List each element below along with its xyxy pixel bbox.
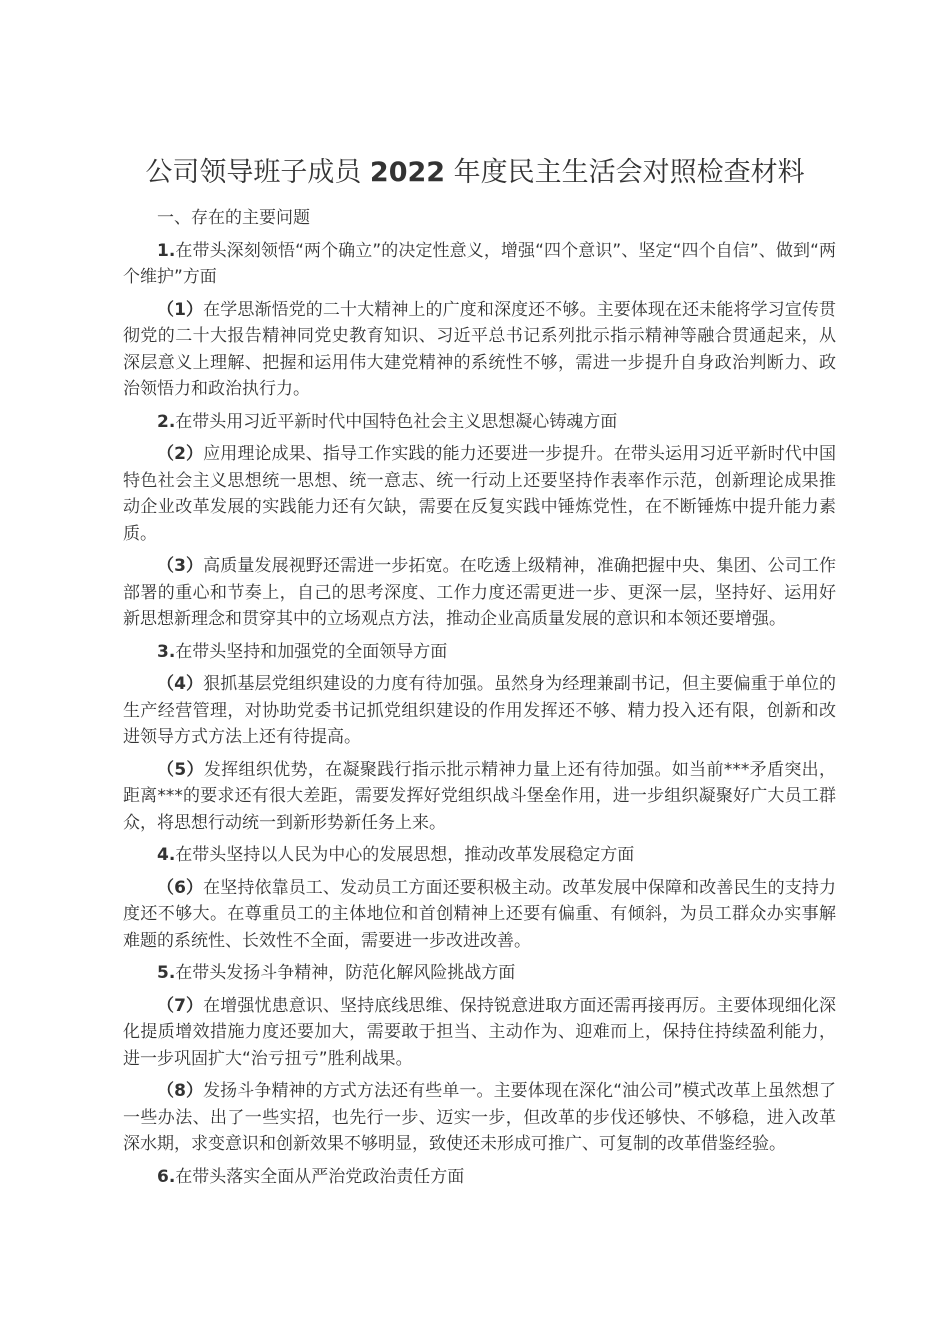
document-title — [0, 150, 950, 196]
paragraph-text: 在学思渐悟党的二十大精神上的广度和深度还不够。主要体现在还未能将学习宣传贯彻党的二十大报告精神同党史教育知识、习近平总书记系列批示指示精神等融合贯通起来，从深层意义上理解、把握和运用伟大建党精神的系统性不够，需进一步提升自身政治判断力、政治领悟力和政治执行力。 — [123, 299, 836, 399]
subsection-number: 1. — [157, 240, 176, 261]
paragraph — [123, 553, 836, 633]
subsection-text: 在带头深刻领悟“两个确立”的决定性意义，增强“四个意识”、坚定“四个自信”、做到“两个维护”方面 — [123, 240, 836, 287]
paragraph-text: 高质量发展视野还需进一步拓宽。在吃透上级精神，准确把握中央、集团、公司工作部署的重心和节奏上，自己的思考深度、工作力度还需更进一步、更深一层，坚持好、运用好新思想新理念和贯穿其中的立场观点方法，推动企业高质量发展的意识和本领还要增强。 — [123, 556, 836, 629]
subsection-number: 6. — [157, 1166, 176, 1187]
subsection-heading — [123, 842, 836, 869]
subsection-number: 4. — [157, 845, 176, 865]
subsection-text: 在带头坚持和加强党的全面领导方面 — [175, 641, 448, 662]
paragraph-number: （7） — [157, 995, 204, 1016]
subsection-heading — [123, 1164, 836, 1191]
paragraph — [123, 875, 836, 955]
paragraph — [123, 671, 836, 751]
title-text-part: 年度民主生活会对照检查材料 — [445, 157, 805, 188]
subsection-heading — [123, 639, 836, 666]
subsection-number: 3. — [157, 641, 176, 662]
paragraph — [123, 993, 836, 1073]
document-body — [123, 205, 836, 1196]
section-heading: 一、存在的主要问题 — [157, 208, 310, 228]
subsection-text: 在带头坚持以人民为中心的发展思想，推动改革发展稳定方面 — [175, 845, 635, 865]
paragraph-text: 应用理论成果、指导工作实践的能力还要进一步提升。在带头运用习近平新时代中国特色社会主义思想统一思想、统一意志、统一行动上还要坚持作表率作示范，创新理论成果推动企业改革发展的实践能力还有欠缺，需要在反复实践中锤炼党性，在不断锤炼中提升能力素质。 — [123, 444, 836, 544]
paragraph-text: 发挥组织优势，在凝聚践行指示批示精神力量上还有待加强。如当前***矛盾突出，距离***的要求还有很大差距，需要发挥好党组织战斗堡垒作用，进一步组织凝聚好广大员工群众，将思想行动统一到新形势新任务上来。 — [123, 759, 836, 833]
paragraph-text: 在坚持依靠员工、发动员工方面还要积极主动。改革发展中保障和改善民生的支持力度还不够大。在尊重员工的主体地位和首创精神上还要有偏重、有倾斜，为员工群众办实事解难题的系统性、长效性不全面，需要进一步改进改善。 — [123, 877, 836, 951]
subsection-number: 5. — [157, 963, 176, 983]
title-text-part: 公司领导班子成员 — [145, 157, 370, 188]
paragraph — [123, 757, 836, 837]
paragraph — [123, 297, 836, 403]
paragraph-text: 在增强忧患意识、坚持底线思维、保持锐意进取方面还需再接再厉。主要体现细化深化提质增效措施力度还要加大，需要敢于担当、主动作为、迎难而上，保持住持续盈利能力，进一步巩固扩大“治亏扭亏”胜利战果。 — [123, 995, 836, 1069]
paragraph-number: （6） — [157, 877, 204, 898]
subsection-text: 在带头发扬斗争精神，防范化解风险挑战方面 — [175, 963, 516, 983]
paragraph-text: 狠抓基层党组织建设的力度有待加强。虽然身为经理兼副书记，但主要偏重于单位的生产经营管理，对协助党委书记抓党组织建设的作用发挥还不够、精力投入还有限，创新和改进领导方式方法上还有待提高。 — [123, 674, 836, 747]
paragraph-text: 发扬斗争精神的方式方法还有些单一。主要体现在深化“油公司”模式改革上虽然想了一些办法、出了一些实招，也先行一步、迈实一步，但改革的步伐还够快、不够稳，进入改革深水期，求变意识和创新效果不够明显，致使还未形成可推广、可复制的改革借鉴经验。 — [123, 1081, 836, 1154]
paragraph-number: （8） — [157, 1081, 204, 1101]
paragraph — [123, 441, 836, 547]
subsection-text: 在带头用习近平新时代中国特色社会主义思想凝心铸魂方面 — [175, 411, 618, 432]
subsection-heading — [123, 960, 836, 987]
paragraph-number: （4） — [157, 674, 204, 694]
subsection-number: 2. — [157, 411, 176, 432]
paragraph-number: （1） — [157, 299, 204, 320]
paragraph-number: （2） — [157, 444, 204, 464]
paragraph-number: （3） — [157, 556, 204, 576]
subsection-text: 在带头落实全面从严治党政治责任方面 — [175, 1166, 465, 1187]
subsection-heading — [123, 409, 836, 436]
subsection-heading — [123, 238, 836, 291]
paragraph — [123, 1078, 836, 1158]
title-year: 2022 — [369, 157, 446, 188]
paragraph-number: （5） — [157, 759, 204, 780]
